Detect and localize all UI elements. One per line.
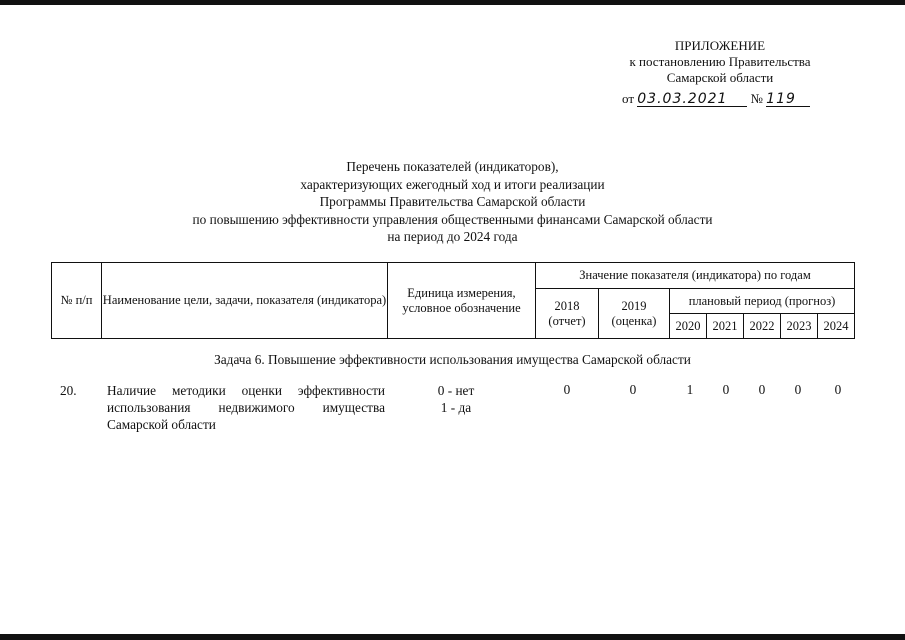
scan-border-bottom [0,634,905,640]
row-value-2020: 1 [686,382,694,397]
row-number: 20. [60,383,77,398]
row-unit-line1: 0 - нет [437,383,475,398]
header-name: Наименование цели, задачи, показателя (индикатора) [102,263,388,339]
date-prefix: от [622,91,635,106]
header-unit: Единица измерения, условное обозначение [388,263,536,339]
header-2019-year: 2019 [621,298,647,313]
header-plan-period: плановый период (прогноз) [670,289,855,314]
header-num: № п/п [52,263,102,339]
row-unit [410,382,502,416]
row-value-2024: 0 [834,382,842,397]
row-indicator-name: Наличие методики оценки эффективности использования недвижимого имущества Самарской области [107,383,385,432]
header-year-2021: 2021 [707,314,744,339]
indicators-table-header [51,262,855,339]
row-value-2021: 0 [722,382,730,397]
title-line-5: на период до 2024 года [387,229,518,244]
header-year-2023: 2023 [781,314,818,339]
header-values-group: Значение показателя (индикатора) по годам [536,263,855,289]
header-2019 [599,289,670,339]
header-year-2024: 2024 [818,314,855,339]
handwritten-date: 03.03.2021 [637,92,747,107]
number-prefix: № [750,91,763,106]
document-title [0,158,905,246]
appendix-line3: Самарской области [666,70,774,85]
header-year-2020: 2020 [670,314,707,339]
appendix-header [600,38,840,86]
title-line-1: Перечень показателей (индикаторов), [346,159,559,174]
header-year-2022: 2022 [744,314,781,339]
header-2018-year: 2018 [554,298,580,313]
row-value-2023: 0 [794,382,802,397]
appendix-title: ПРИЛОЖЕНИЕ [674,38,766,53]
title-line-4: по повышению эффективности управления общественными финансами Самарской области [192,211,713,227]
appendix-line2: к постановлению Правительства [629,54,811,69]
row-unit-line2: 1 - да [440,400,472,415]
title-line-3: Программы Правительства Самарской области [319,194,586,209]
task-heading: Задача 6. Повышение эффективности использования имущества Самарской области [214,352,691,367]
scan-border-top [0,0,905,5]
header-2018-note: (отчет) [548,313,586,328]
row-value-2018: 0 [563,382,571,397]
handwritten-number: 119 [766,92,810,107]
row-value-2022: 0 [758,382,766,397]
header-2019-note: (оценка) [611,313,657,328]
appendix-date-line [622,91,810,107]
header-2018 [536,289,599,339]
row-value-2019: 0 [629,382,637,397]
title-line-2: характеризующих ежегодный ход и итоги реализации [300,176,605,192]
